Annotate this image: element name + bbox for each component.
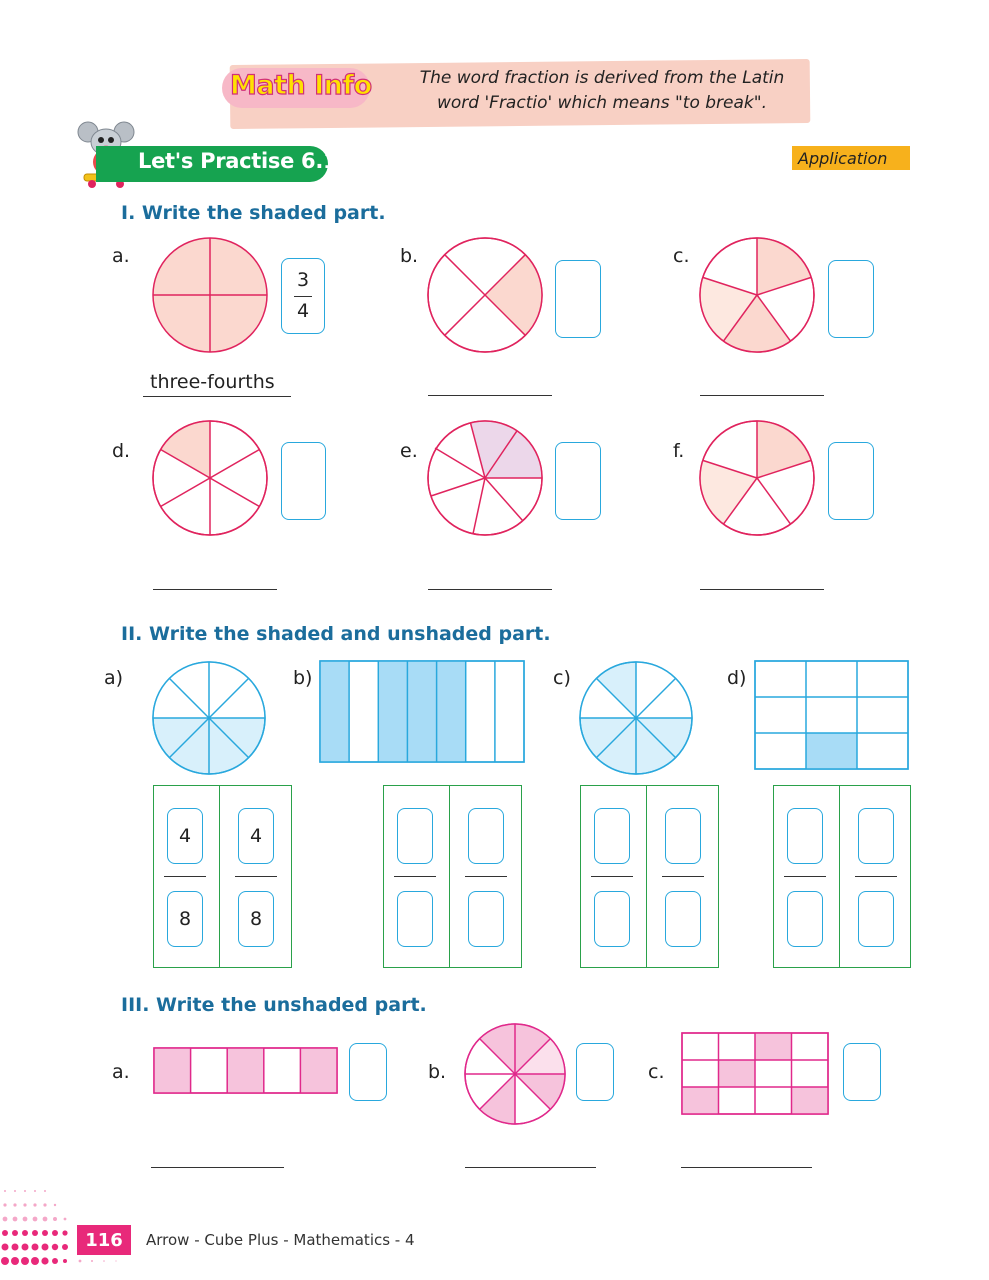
s3-answer-line-b[interactable] — [465, 1167, 596, 1168]
answer-line-b[interactable] — [428, 395, 552, 396]
answer-box-a[interactable] — [281, 258, 325, 334]
fraction-bar — [164, 876, 206, 877]
s2-b-shaded-denominator[interactable] — [397, 891, 433, 947]
s1-label-b: b. — [400, 245, 419, 267]
s1-a-denominator: 4 — [296, 300, 310, 322]
s2-d-unshaded-denominator[interactable] — [858, 891, 894, 947]
s2-b-unshaded-numerator[interactable] — [468, 808, 504, 864]
s2-label-a: a) — [104, 667, 124, 689]
s2-b-shaded-numerator[interactable] — [397, 808, 433, 864]
section-2-heading: II. Write the shaded and unshaded part. — [121, 623, 551, 645]
fraction-bar — [465, 876, 507, 877]
section-3-heading: III. Write the unshaded part. — [121, 994, 427, 1016]
magenta-circle-b-eighths — [463, 1022, 567, 1126]
answer-box-c[interactable] — [828, 260, 874, 338]
math-info-badge: Math Info — [230, 70, 372, 101]
page-number: 116 — [77, 1225, 131, 1255]
book-title: Arrow - Cube Plus - Mathematics - 4 — [146, 1231, 415, 1249]
s3-answer-box-a[interactable] — [349, 1043, 387, 1101]
s3-answer-line-a[interactable] — [151, 1167, 284, 1168]
fraction-bar — [784, 876, 826, 877]
answer-box-f[interactable] — [828, 442, 874, 520]
fraction-bar — [855, 876, 897, 877]
circle-e-sevenths — [425, 418, 549, 542]
blue-grid-d-ninths — [754, 660, 910, 772]
circle-c-fifths — [697, 235, 821, 359]
practise-title: Let's Practise 6.1 — [138, 149, 338, 173]
s2-c-unshaded-numerator[interactable] — [665, 808, 701, 864]
s2-d-unshaded-numerator[interactable] — [858, 808, 894, 864]
answer-line-a — [143, 396, 291, 397]
s1-label-e: e. — [400, 440, 418, 462]
s2-answer-frame-c — [580, 785, 719, 968]
blue-strip-b-sevenths — [319, 660, 526, 764]
answer-line-e[interactable] — [428, 589, 552, 590]
s2-c-shaded-denominator[interactable] — [594, 891, 630, 947]
math-info-line-2: word 'Fractio' which means "to break". — [437, 93, 767, 113]
s3-answer-box-c[interactable] — [843, 1043, 881, 1101]
s2-label-c: c) — [553, 667, 571, 689]
fraction-bar — [394, 876, 436, 877]
s3-label-b: b. — [428, 1061, 447, 1083]
math-info-line-1: The word fraction is derived from the Latin — [419, 68, 785, 88]
s2-answer-frame-d — [773, 785, 911, 968]
s2-a-unshaded-numerator[interactable]: 4 — [238, 808, 274, 864]
s1-label-c: c. — [673, 245, 690, 267]
fraction-bar — [235, 876, 277, 877]
s1-answer-a: three-fourths — [150, 371, 275, 393]
s3-answer-box-b[interactable] — [576, 1043, 614, 1101]
fraction-bar — [662, 876, 704, 877]
fraction-bar — [591, 876, 633, 877]
answer-line-f[interactable] — [700, 589, 824, 590]
frame-divider — [449, 786, 450, 967]
circle-d-sixths — [150, 418, 274, 542]
answer-line-c[interactable] — [700, 395, 824, 396]
s2-answer-frame-b — [383, 785, 522, 968]
s2-c-unshaded-denominator[interactable] — [665, 891, 701, 947]
s2-answer-frame-a — [153, 785, 292, 968]
s3-label-c: c. — [648, 1061, 665, 1083]
math-info-text — [372, 66, 832, 116]
s2-c-shaded-numerator[interactable] — [594, 808, 630, 864]
s2-label-b: b) — [293, 667, 313, 689]
s2-a-shaded-numerator[interactable]: 4 — [167, 808, 203, 864]
s2-d-shaded-denominator[interactable] — [787, 891, 823, 947]
magenta-grid-c — [681, 1032, 830, 1116]
s1-label-a: a. — [112, 245, 130, 267]
frame-divider — [219, 786, 220, 967]
blue-circle-a-eighths — [150, 660, 270, 780]
s2-label-d: d) — [727, 667, 747, 689]
s2-b-unshaded-denominator[interactable] — [468, 891, 504, 947]
frame-divider — [646, 786, 647, 967]
magenta-strip-a-fifths — [153, 1047, 339, 1095]
blue-circle-c-eighths — [577, 660, 697, 780]
s2-a-unshaded-denominator[interactable]: 8 — [238, 891, 274, 947]
fraction-bar — [294, 296, 312, 297]
answer-line-d[interactable] — [153, 589, 277, 590]
s2-d-shaded-numerator[interactable] — [787, 808, 823, 864]
answer-box-e[interactable] — [555, 442, 601, 520]
section-1-heading: I. Write the shaded part. — [121, 202, 386, 224]
s3-answer-line-c[interactable] — [681, 1167, 812, 1168]
application-tag-text: Application — [798, 149, 888, 168]
s1-label-d: d. — [112, 440, 131, 462]
s3-label-a: a. — [112, 1061, 130, 1083]
circle-f-fifths — [697, 418, 821, 542]
frame-divider — [839, 786, 840, 967]
circle-a-quarters — [150, 235, 274, 359]
answer-box-d[interactable] — [281, 442, 326, 520]
circle-b-cross — [425, 235, 549, 359]
s2-a-shaded-denominator[interactable]: 8 — [167, 891, 203, 947]
s1-label-f: f. — [673, 440, 685, 462]
answer-box-b[interactable] — [555, 260, 601, 338]
s1-a-numerator: 3 — [296, 269, 310, 291]
